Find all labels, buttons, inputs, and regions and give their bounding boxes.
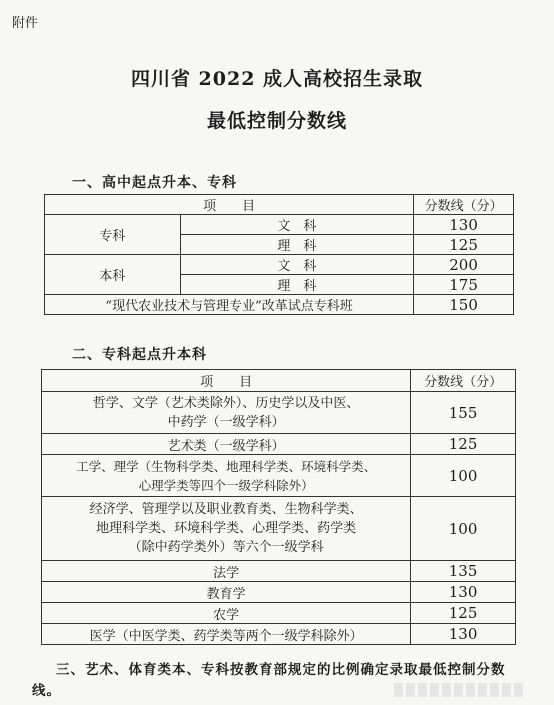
- score-cell: 125: [411, 434, 516, 455]
- score-cell: 150: [414, 295, 514, 315]
- watermark: [394, 683, 524, 697]
- header-item: 项 目: [45, 195, 414, 215]
- page-title: 四川省 2022 成人高校招生录取: [130, 68, 424, 90]
- score-cell: 125: [411, 603, 516, 624]
- score-cell: 200: [414, 255, 514, 275]
- page-subtitle: 最低控制分数线: [206, 110, 347, 132]
- discipline-cell: 法学: [42, 561, 411, 582]
- discipline-cell: 农学: [42, 603, 411, 624]
- discipline-cell: 医学（中医学类、药学类等两个一级学科除外）: [42, 624, 411, 645]
- subject-cell: 文 科: [180, 215, 413, 235]
- score-cell: 130: [414, 215, 514, 235]
- table-header-row: [45, 195, 514, 215]
- discipline-cell: 哲学、文学（艺术类除外）、历史学以及中医、 中药学（一级学科）: [42, 392, 411, 434]
- table-header-row: [42, 370, 516, 392]
- table-high-school-start: [44, 194, 514, 315]
- score-cell: 100: [411, 497, 516, 561]
- header-score: 分数线（分）: [414, 195, 514, 215]
- table-row: [42, 603, 516, 624]
- header-item: 项 目: [42, 370, 411, 392]
- discipline-cell: 工学、理学（生物科学类、地理科学类、环境科学类、 心理学类等四个一级学科除外）: [42, 455, 411, 497]
- section1-heading: 一、高中起点升本、专科: [72, 175, 237, 191]
- table-row: [42, 497, 516, 561]
- discipline-cell: 艺术类（一级学科）: [42, 434, 411, 455]
- category-zhuanke: 专科: [45, 215, 181, 255]
- table-row: [45, 295, 514, 315]
- score-cell: 175: [414, 275, 514, 295]
- score-cell: 130: [411, 582, 516, 603]
- category-benke: 本科: [45, 255, 181, 295]
- table-row: [42, 392, 516, 434]
- special-program-label: “现代农业技术与管理专业”改革试点专科班: [45, 295, 414, 315]
- table-row: [42, 455, 516, 497]
- table-row: [42, 561, 516, 582]
- subject-cell: 理 科: [180, 235, 413, 255]
- score-cell: 155: [411, 392, 516, 434]
- score-cell: 130: [411, 624, 516, 645]
- score-cell: 125: [414, 235, 514, 255]
- table-junior-college-start: [41, 369, 516, 645]
- discipline-cell: 教育学: [42, 582, 411, 603]
- score-cell: 100: [411, 455, 516, 497]
- table-row: [45, 215, 514, 235]
- subject-cell: 文 科: [180, 255, 413, 275]
- header-score: 分数线（分）: [411, 370, 516, 392]
- discipline-cell: 经济学、管理学以及职业教育类、生物科学类、 地理科学类、环境科学类、心理学类、药学类 （除中药学类外）等六个一级学科: [42, 497, 411, 561]
- score-cell: 135: [411, 561, 516, 582]
- attachment-label: 附件: [12, 16, 39, 31]
- subject-cell: 理 科: [180, 275, 413, 295]
- table-row: [42, 582, 516, 603]
- note-text: 三、艺术、体育类本、专科按教育部规定的比例确定录取最低控制分数线。: [32, 662, 506, 699]
- table-row: [42, 434, 516, 455]
- table-row: [42, 624, 516, 645]
- section2-heading: 二、专科起点升本科: [72, 347, 207, 363]
- table-row: [45, 255, 514, 275]
